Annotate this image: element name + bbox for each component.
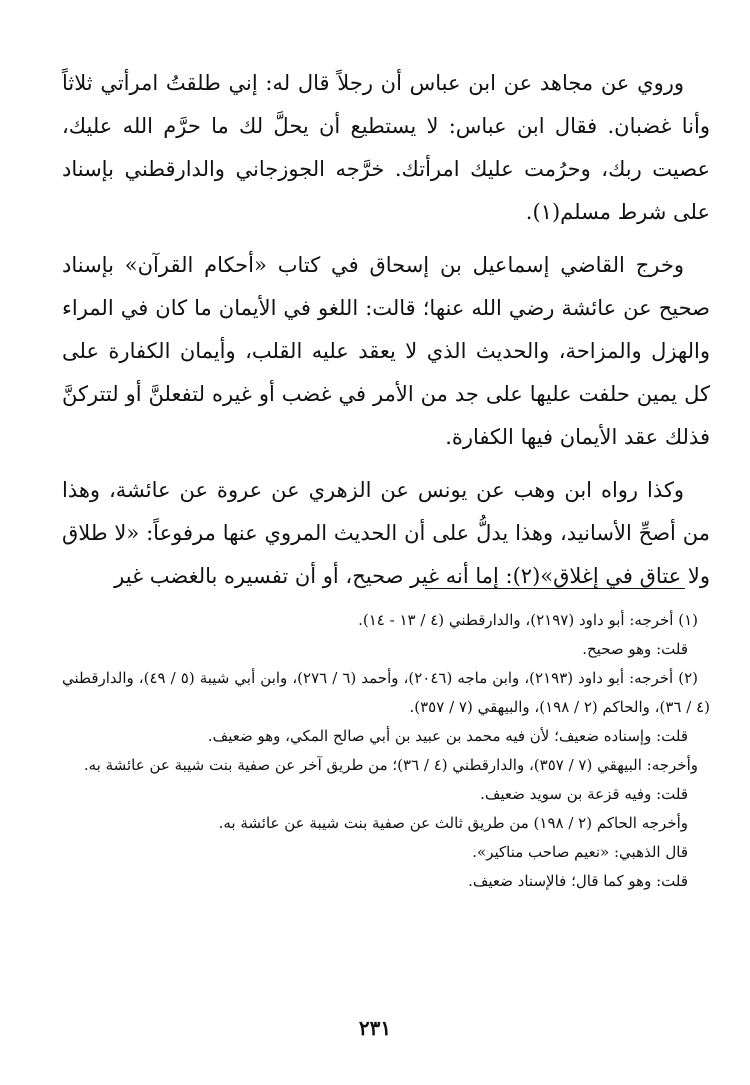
footnote-1-comment: قلت: وهو صحيح. bbox=[582, 640, 688, 658]
footnote-2: (٢) أخرجه: أبو داود (٢١٩٣)، وابن ماجه (٢٠٤٦)، وأحمد (٦ / ٢٧٦)، وابن أبي شيبة (٥ / ٤٩)، والدارقطني (٤ / ٣٦)، والحاكم (٢ / ١٩٨)، والبيهقي (٧ / ٣٥٧). bbox=[62, 669, 710, 716]
footnote-2-alt-comment: قلت: وفيه قزعة بن سويد ضعيف. bbox=[480, 785, 688, 803]
footnotes-section bbox=[62, 606, 710, 896]
footnote-separator bbox=[425, 588, 685, 589]
main-text-body bbox=[62, 62, 710, 608]
footnote-2-third-source: وأخرجه الحاكم (٢ / ١٩٨) من طريق ثالث عن صفية بنت شيبة عن عائشة به. bbox=[218, 814, 688, 832]
footnote-2-alt-source: وأخرجه: البيهقي (٧ / ٣٥٧)، والدارقطني (٤ / ٣٦)؛ من طريق آخر عن صفية بنت شيبة عن عائشة به. bbox=[83, 756, 698, 774]
paragraph-3: وكذا رواه ابن وهب عن يونس عن الزهري عن عروة عن عائشة، وهذا من أصحِّ الأسانيد، وهذا يدلُّ على أن الحديث المروي عنها مرفوعاً: «لا طلاق ولا عتاق في إغلاق»(٢): إما أنه غير صحيح، أو أن تفسيره بالغضب غير bbox=[62, 478, 710, 588]
footnote-2-dhahabi: قال الذهبي: «نعيم صاحب مناكير». bbox=[472, 843, 688, 861]
footnote-1: (١) أخرجه: أبو داود (٢١٩٧)، والدارقطني (٤ / ١٣ - ١٤). bbox=[358, 611, 698, 629]
page-number: ٢٣١ bbox=[358, 1016, 392, 1040]
footnote-2-comment: قلت: وإسناده ضعيف؛ لأن فيه محمد بن عبيد بن أبي صالح المكي، وهو ضعيف. bbox=[207, 727, 688, 745]
paragraph-1: وروي عن مجاهد عن ابن عباس أن رجلاً قال له: إني طلقتُ امرأتي ثلاثاً وأنا غضبان. فقال ابن عباس: لا يستطيع أن يحلَّ لك ما حرَّم الله عليك، عصيت ربك، وحرُمت عليك امرأتك. خرَّجه الجوزجاني والدارقطني بإسناد على شرط مسلم(١). bbox=[62, 71, 710, 224]
paragraph-2: وخرج القاضي إسماعيل بن إسحاق في كتاب «أحكام القرآن» بإسناد صحيح عن عائشة رضي الله عنها؛ قالت: اللغو في الأيمان ما كان في المراء والهزل والمزاحة، والحديث الذي لا يعقد عليه القلب، وأيمان الكفارة على كل يمين حلفت عليها على جد من الأمر في غضب أو غيره لتفعلنَّ أو لتتركنَّ فذلك عقد الأيمان فيها الكفارة. bbox=[62, 253, 710, 449]
footnote-2-conclusion: قلت: وهو كما قال؛ فالإسناد ضعيف. bbox=[468, 872, 688, 890]
